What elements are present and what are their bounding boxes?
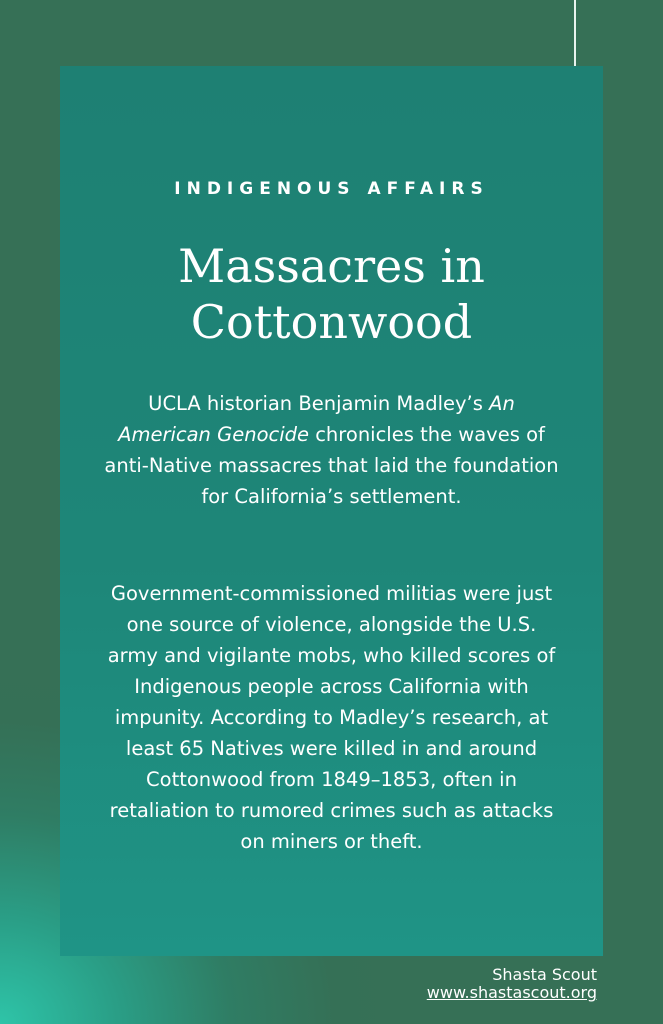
intro-text-end: chronicles the waves of anti-Native massacres that laid the foundation for California’s settlement. — [104, 423, 559, 508]
intro-text-start: UCLA historian Benjamin Madley’s — [148, 392, 490, 415]
section-kicker: INDIGENOUS AFFAIRS — [174, 179, 489, 199]
paragraph-body: Government-commissioned militias were just one source of violence, alongside the U.S. army and vigilante mobs, who killed scores of Indigenous people across California with impunity. According to Madley’s research, at least 65 Natives were killed in and around Cottonwood from 1849–1853, often in retaliation to rumored crimes such as attacks on miners or theft. — [107, 582, 556, 853]
content-card — [60, 66, 603, 956]
headline-line-1: Massacres in — [178, 239, 485, 293]
brand-name: Shasta Scout — [492, 965, 597, 984]
book-title: An American Genocide — [118, 392, 515, 446]
footer-credit — [427, 966, 597, 1002]
headline — [60, 238, 603, 350]
website-link[interactable]: www.shastascout.org — [426, 983, 597, 1002]
headline-line-2: Cottonwood — [190, 295, 473, 349]
paragraph-intro — [100, 388, 563, 512]
